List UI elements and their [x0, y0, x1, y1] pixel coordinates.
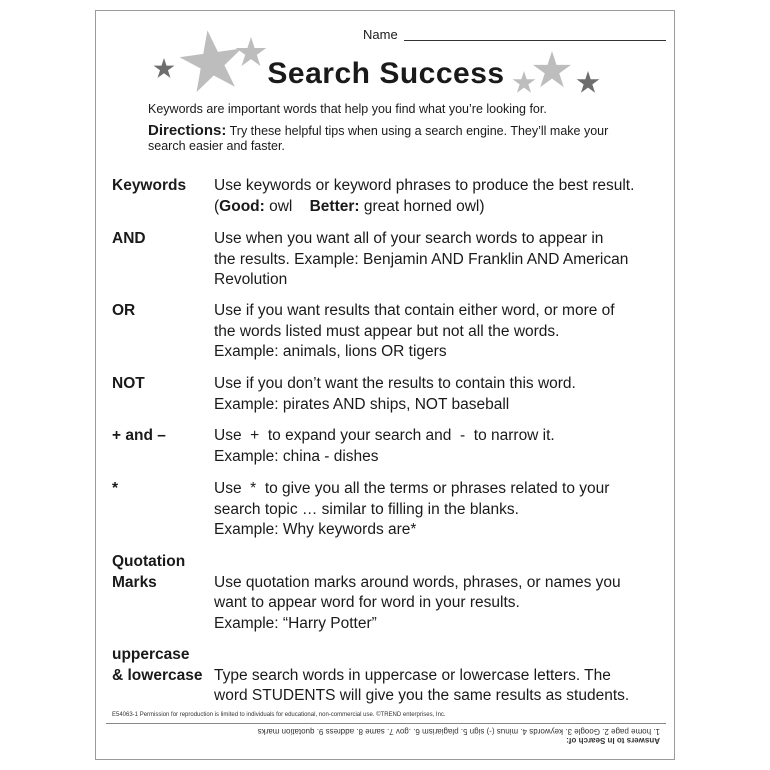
- tip-desc: [214, 229, 660, 291]
- tip-line: Use if you don’t want the results to contain this word.: [214, 375, 576, 392]
- tip-desc: [214, 479, 660, 541]
- directions: [148, 123, 618, 154]
- good-value: owl: [264, 197, 293, 215]
- tip-line: Use * to give you all the terms or phrases related to your: [214, 480, 610, 497]
- tip-line: Example: animals, lions OR tigers: [214, 343, 447, 360]
- intro-text: Keywords are important words that help you find what you’re looking for.: [148, 102, 547, 116]
- directions-label: Directions:: [148, 122, 227, 139]
- tip-desc: [214, 426, 660, 467]
- tip-term: *: [112, 480, 119, 497]
- tip-line: the results. Example: Benjamin AND Franklin AND American: [214, 250, 629, 268]
- tip-line: Type search words in uppercase or lowercase letters. The: [214, 666, 611, 684]
- tip-term: + and –: [112, 427, 166, 444]
- tip-line: want to appear word for word in your results.: [214, 594, 520, 611]
- footer-divider: [106, 723, 666, 724]
- better-label: Better:: [309, 197, 360, 215]
- tip-line: word STUDENTS will give you the same results as students.: [214, 687, 630, 704]
- directions-text: Try these helpful tips when using a search engine. They’ll make your search easier and faster.: [148, 124, 609, 153]
- better-value: great horned owl: [359, 197, 480, 215]
- tip-term: OR: [112, 302, 136, 319]
- tip-term: Keywords: [112, 177, 187, 194]
- answer-key: [112, 727, 660, 745]
- copyright-line: E54063-1 Permission for reproduction is limited to individuals for educational, non-commercial use. ©TREND enterprises, Inc.: [112, 712, 446, 718]
- answer-key-text: 1. home page 2. Google 3. keywords 4. minus (-) sign 5. plagiarism 6. .gov 7. same 8. address 9. quotation marks: [257, 727, 660, 736]
- tip-desc: [214, 573, 660, 635]
- tip-line: Example: pirates AND ships, NOT baseball: [214, 395, 510, 413]
- tip-line: Example: “Harry Potter”: [214, 614, 377, 632]
- worksheet: [95, 10, 675, 760]
- tip-line: the words listed must appear but not all the words.: [214, 322, 560, 340]
- tip-term: AND: [112, 230, 146, 247]
- tip-line: Revolution: [214, 271, 288, 288]
- tip-term-line: uppercase: [112, 646, 190, 663]
- page-title: Search Success: [267, 57, 505, 90]
- tip-term: [112, 645, 212, 686]
- tip-term: [112, 552, 212, 593]
- tip-line: Use when you want all of your search words to appear in: [214, 230, 604, 247]
- good-label: Good:: [219, 197, 265, 215]
- tip-line: Example: china - dishes: [214, 447, 379, 465]
- tip-term-line: Quotation: [112, 553, 186, 570]
- answer-key-title: Answers to In Search of:: [566, 736, 660, 745]
- tip-line: Use keywords or keyword phrases to produce the best result.: [214, 177, 635, 194]
- tip-line: search topic … similar to filling in the blanks.: [214, 500, 519, 518]
- tip-desc: [214, 301, 660, 363]
- tip-line: Example: Why keywords are*: [214, 521, 417, 538]
- tip-line: Use + to expand your search and - to narrow it.: [214, 427, 555, 444]
- tip-term-line: & lowercase: [112, 666, 203, 684]
- name-label: Name: [363, 27, 398, 42]
- tip-desc: [214, 374, 660, 415]
- tip-line: Use if you want results that contain either word, or more of: [214, 302, 615, 319]
- tip-desc: [214, 176, 660, 217]
- tip-desc: [214, 666, 660, 707]
- tip-line: (Good: owl Better: great horned owl): [214, 197, 485, 215]
- tip-line: Use quotation marks around words, phrases, or names you: [214, 573, 621, 591]
- tip-term: NOT: [112, 375, 145, 392]
- tip-term-line: Marks: [112, 573, 157, 591]
